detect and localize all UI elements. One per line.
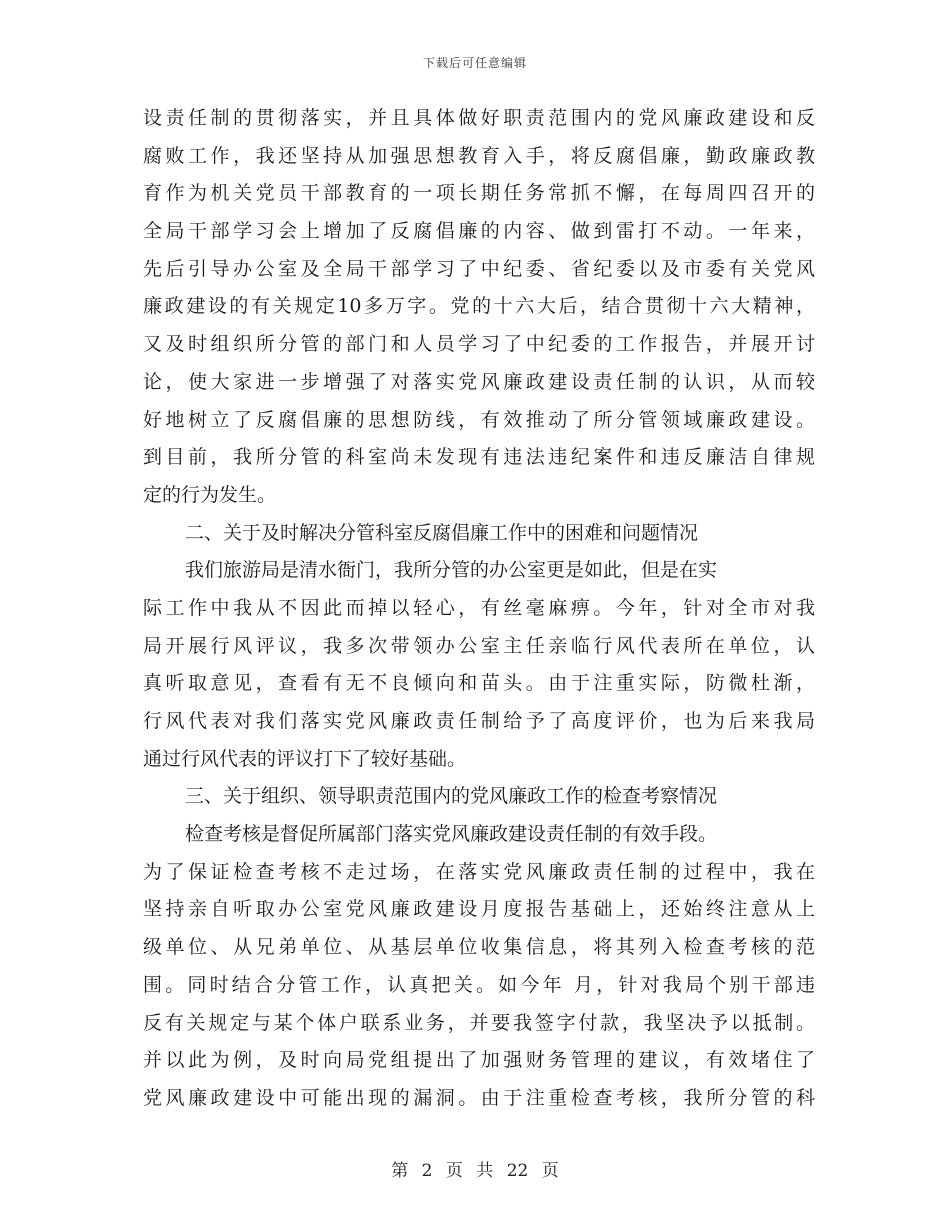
- text-line: 为了保证检查考核不走过场，在落实党风廉政责任制的过程中，我在: [143, 860, 815, 883]
- text-line: 党风廉政建设中可能出现的漏洞。由于注重检查考核，我所分管的科: [143, 1086, 815, 1109]
- text-line: 育作为机关党员干部教育的一项长期任务常抓不懈，在每周四召开的: [143, 182, 815, 205]
- text-line: 通过行风代表的评议打下了较好基础。: [143, 747, 467, 770]
- document-body: [143, 102, 815, 1120]
- text-line: 级单位、从兄弟单位、从基层单位收集信息，将其列入检查考核的范: [143, 936, 815, 959]
- text-line: 际工作中我从不因此而掉以轻心，有丝毫麻痹。今年，针对全市对我: [143, 596, 815, 619]
- text-line: 真听取意见，查看有无不良倾向和苗头。由于注重实际，防微杜渐，: [143, 672, 815, 695]
- text-line: 反有关规定与某个体户联系业务，并要我签字付款，我坚决予以抵制。: [143, 1011, 815, 1034]
- text-line: 全局干部学习会上增加了反腐倡廉的内容、做到雷打不动。一年来，: [143, 220, 815, 243]
- text-line: 并以此为例，及时向局党组提出了加强财务管理的建议，有效堵住了: [143, 1049, 815, 1072]
- text-line: 定的行为发生。: [143, 483, 277, 506]
- paragraph-first-line: 我们旅游局是清水衙门，我所分管的办公室更是如此，但是在实: [185, 559, 718, 582]
- text-line: 坚持亲自听取办公室党风廉政建设月度报告基础上，还始终注意从上: [143, 898, 815, 921]
- text-line: 先后引导办公室及全局干部学习了中纪委、省纪委以及市委有关党风: [143, 257, 815, 280]
- text-line: 行风代表对我们落实党风廉政责任制给予了高度评价，也为后来我局: [143, 710, 815, 732]
- text-line: 到目前，我所分管的科室尚未发现有违法违纪案件和违反廉洁自律规: [143, 446, 815, 469]
- text-line: 围。同时结合分管工作，认真把关。如今年 月，针对我局个别干部违: [143, 973, 815, 996]
- text-line: 局开展行风评议，我多次带领办公室主任亲临行风代表所在单位，认: [143, 634, 815, 657]
- text-line: 腐败工作，我还坚持从加强思想教育入手，将反腐倡廉，勤政廉政教: [143, 144, 815, 167]
- text-line: 好地树立了反腐倡廉的思想防线，有效推动了所分管领域廉政建设。: [143, 408, 815, 431]
- text-line: 廉政建设的有关规定10多万字。党的十六大后，结合贯彻十六大精神，: [143, 295, 815, 318]
- text-line: 设责任制的贯彻落实，并且具体做好职责范围内的党风廉政建设和反: [143, 107, 815, 129]
- text-line: 又及时组织所分管的部门和人员学习了中纪委的工作报告，并展开讨: [143, 333, 815, 356]
- section-heading-2: 二、关于及时解决分管科室反腐倡廉工作中的困难和问题情况: [185, 521, 699, 544]
- page-footer: 第 2 页 共 22 页: [391, 1161, 559, 1181]
- paragraph-first-line: 检查考核是督促所属部门落实党风廉政建设责任制的有效手段。: [185, 823, 718, 846]
- section-heading-3: 三、关于组织、领导职责范围内的党风廉政工作的检查考察情况: [185, 785, 718, 808]
- page-header: 下载后可任意编辑: [422, 56, 527, 70]
- text-line: 论，使大家进一步增强了对落实党风廉政建设责任制的认识，从而较: [143, 370, 815, 393]
